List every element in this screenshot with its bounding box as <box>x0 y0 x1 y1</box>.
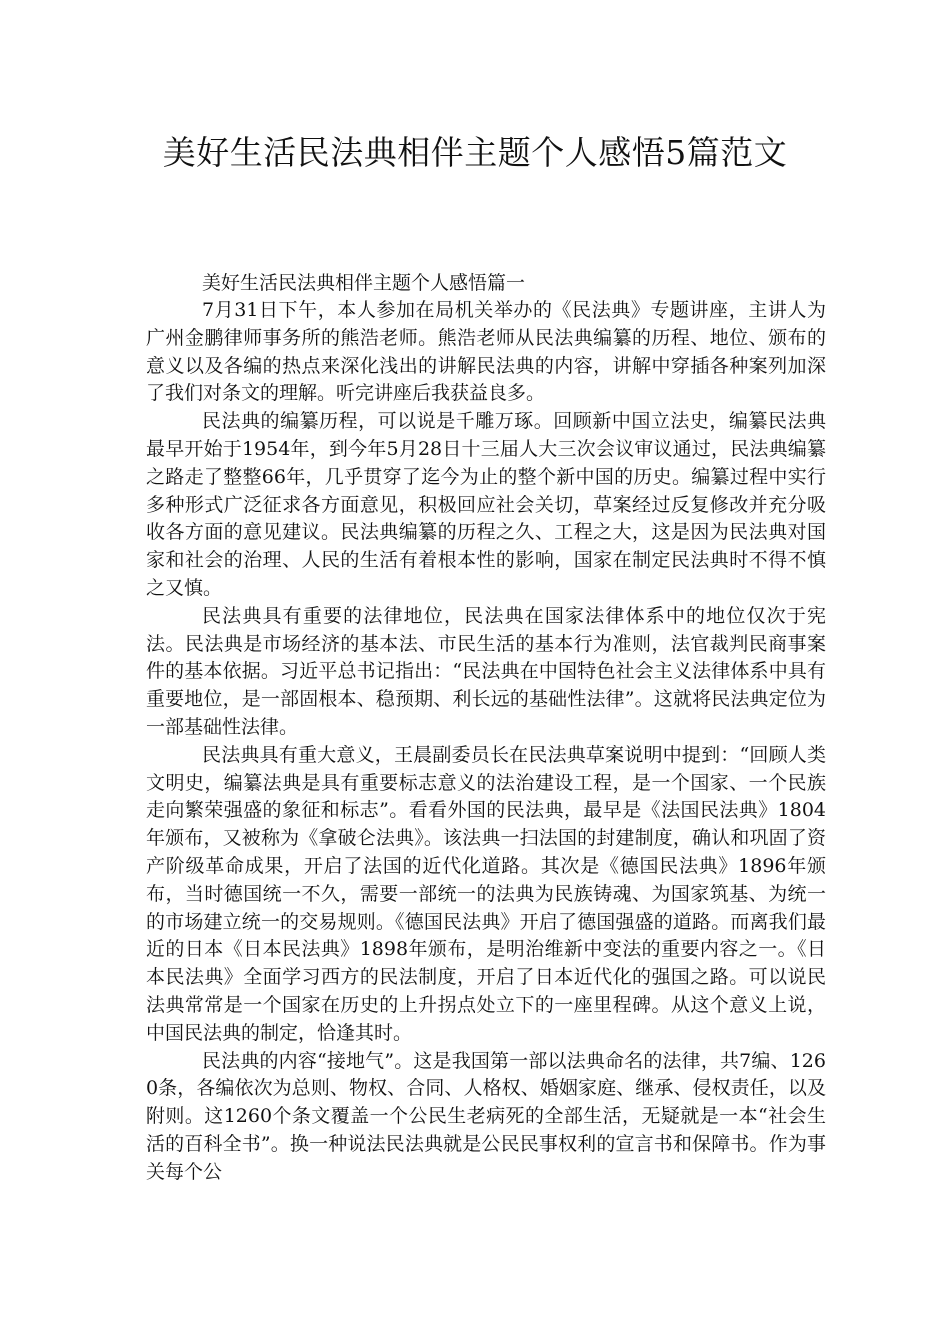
section-heading: 美好生活民法典相伴主题个人感悟篇一 <box>202 272 526 294</box>
paragraph-lecture: 7月31日下午，本人参加在局机关举办的《民法典》专题讲座，主讲人为广州金鹏律师事务所的熊浩老师。熊浩老师从民法典编纂的历程、地位、颁布的意义以及各编的热点来深化浅出的讲解民法典的内容，讲解中穿插各种案列加深了我们对条文的理解。听完讲座后我获益良多。 <box>146 299 826 405</box>
document-body <box>146 269 826 1187</box>
paragraph-content: 民法典的内容“接地气”。这是我国第一部以法典命名的法律，共7编、1260条，各编依次为总则、物权、合同、人格权、婚姻家庭、继承、侵权责任，以及附则。这1260个条文覆盖一个公民生老病死的全部生活，无疑就是一本“社会生活的百科全书”。换一种说法民法典就是公民民事权利的宣言书和保障书。作为事关每个公 <box>146 1049 826 1183</box>
paragraph-significance: 民法典具有重大意义，王晨副委员长在民法典草案说明中提到：“回顾人类文明史，编纂法典是具有重要标志意义的法治建设工程，是一个国家、一个民族走向繁荣强盛的象征和标志”。看看外国的民法典，最早是《法国民法典》1804年颁布，又被称为《拿破仑法典》。该法典一扫法国的封建制度，确认和巩固了资产阶级革命成果，开启了法国的近代化道路。其次是《德国民法典》1896年颁布，当时德国统一不久，需要一部统一的法典为民族铸魂、为国家筑基、为统一的市场建立统一的交易规则。《德国民法典》开启了德国强盛的道路。而离我们最近的日本《日本民法典》1898年颁布，是明治维新中变法的重要内容之一。《日本民法典》全面学习西方的民法制度，开启了日本近代化的强国之路。可以说民法典常常是一个国家在历史的上升拐点处立下的一座里程碑。从这个意义上说，中国民法典的制定，恰逢其时。 <box>146 743 826 1044</box>
paragraph-history: 民法典的编纂历程，可以说是千雕万琢。回顾新中国立法史，编纂民法典最早开始于1954年，到今年5月28日十三届人大三次会议审议通过，民法典编纂之路走了整整66年，几乎贯穿了迄今为止的整个新中国的历史。编纂过程中实行多种形式广泛征求各方面意见，积极回应社会关切，草案经过反复修改并充分吸收各方面的意见建议。民法典编纂的历程之久、工程之大，这是因为民法典对国家和社会的治理、人民的生活有着根本性的影响，国家在制定民法典时不得不慎之又慎。 <box>146 410 826 599</box>
document-title: 美好生活民法典相伴主题个人感悟5篇范文 <box>162 133 788 172</box>
paragraph-status: 民法典具有重要的法律地位，民法典在国家法律体系中的地位仅次于宪法。民法典是市场经济的基本法、市民生活的基本行为准则，法官裁判民商事案件的基本依据。习近平总书记指出：“民法典在中国特色社会主义法律体系中具有重要地位，是一部固根本、稳预期、利长远的基础性法律”。这就将民法典定位为一部基础性法律。 <box>146 604 826 738</box>
